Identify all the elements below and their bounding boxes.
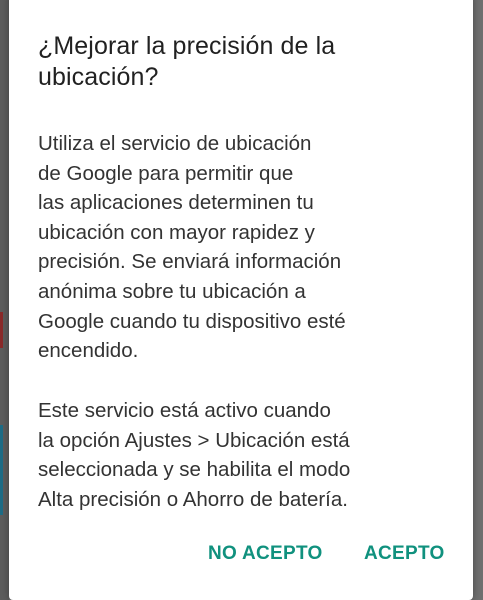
decline-button[interactable]: NO ACEPTO [208,543,323,564]
accept-button[interactable]: ACEPTO [364,543,445,564]
location-accuracy-dialog [9,0,473,600]
background-app-fragment [0,312,3,348]
dialog-message-paragraph-1: Utiliza el servicio de ubicación de Google para permitir que las aplicaciones determinen tu ubicación con mayor rapidez y precisión. Se enviará información anónima sobre tu ubicación a Google cuando tu dispositivo esté encendido. [38,132,346,363]
backdrop-scrim [473,0,483,600]
dialog-title: ¿Mejorar la precisión de la ubicación? [38,32,336,91]
dialog-actions [9,542,473,566]
background-app-fragment [0,425,3,515]
dialog-message-paragraph-2: Este servicio está activo cuando la opción Ajustes > Ubicación está seleccionada y se habilita el modo Alta precisión o Ahorro de batería. [38,399,351,511]
